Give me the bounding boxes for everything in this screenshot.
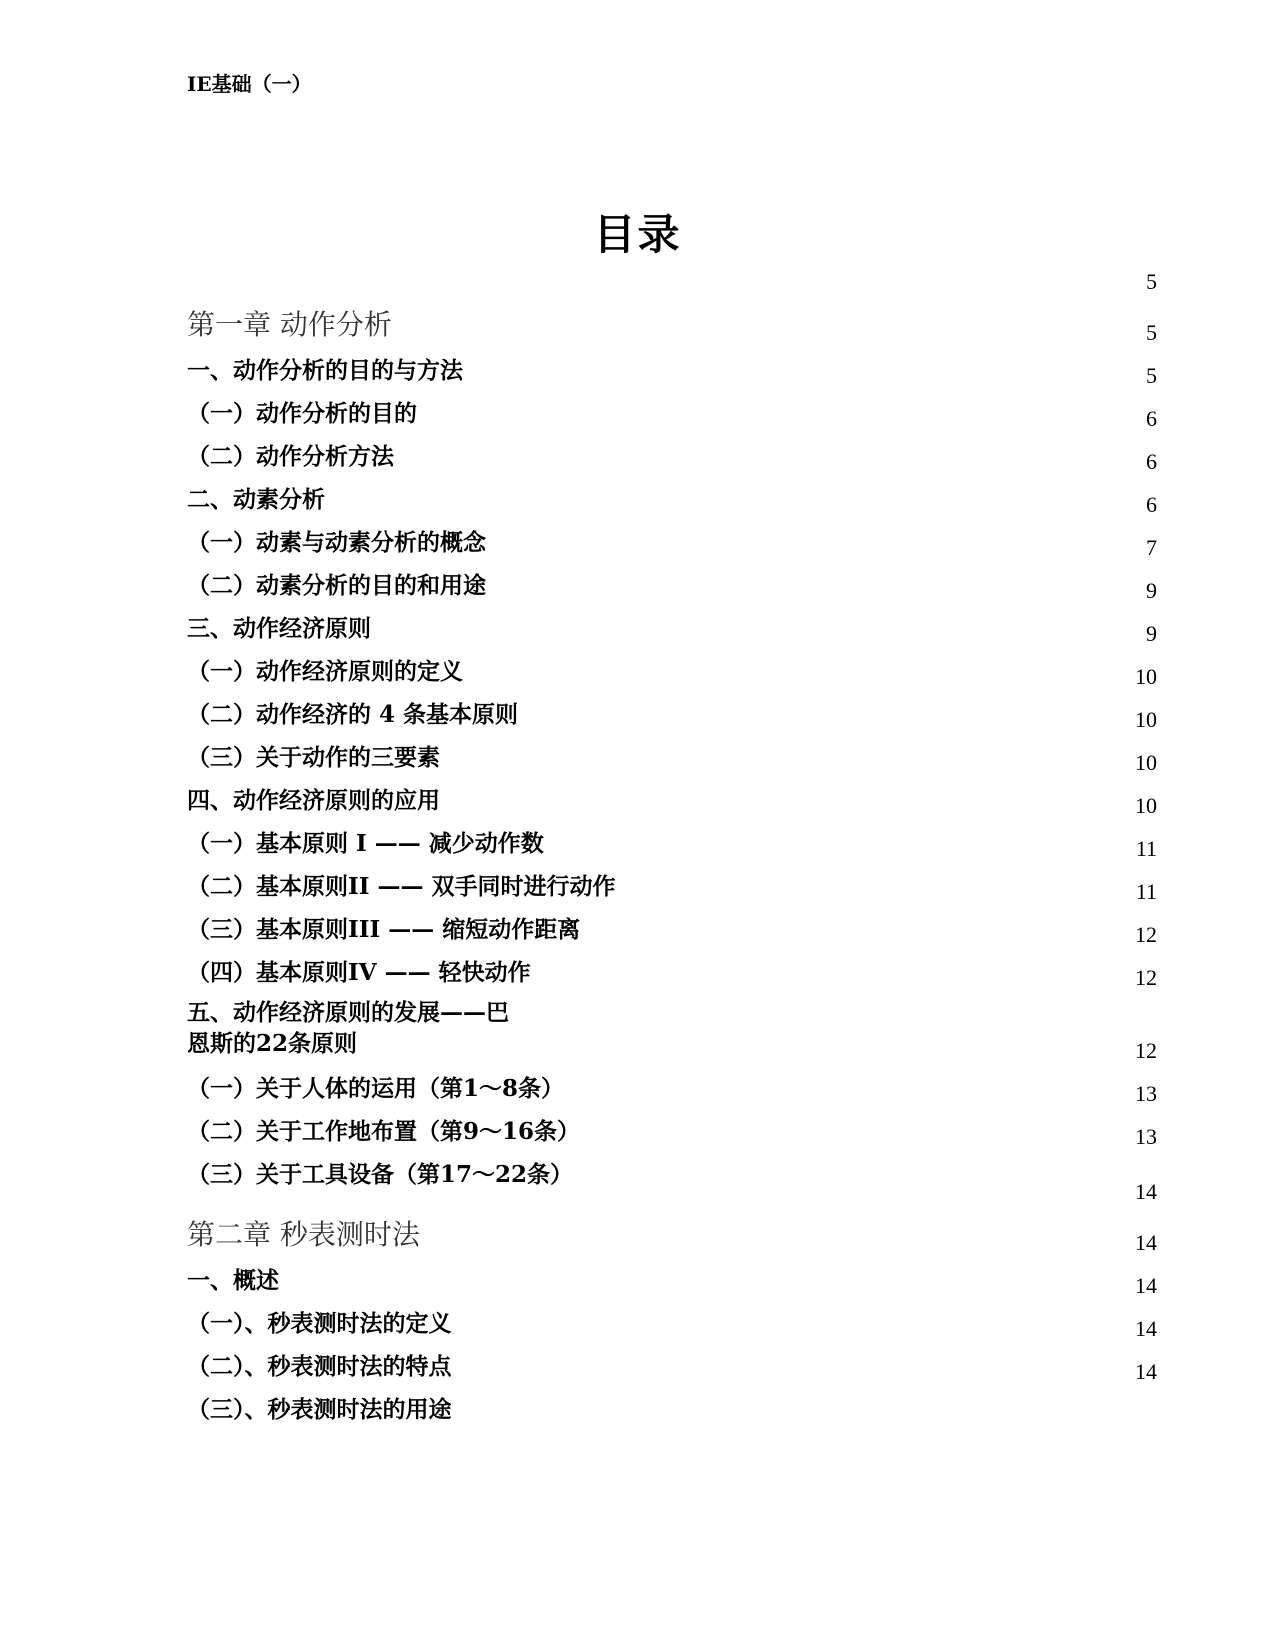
- page-title: 目录: [593, 210, 682, 259]
- toc-page-number: 14: [1135, 1316, 1157, 1341]
- toc-page-number: 5: [1146, 269, 1157, 294]
- toc-page-number: 6: [1146, 406, 1157, 431]
- toc-entry-text: 二、动素分析: [187, 486, 325, 513]
- toc-page-number: 14: [1135, 1359, 1157, 1384]
- toc-entry-text: 四、动作经济原则的应用: [187, 787, 440, 814]
- toc-entry-text: （四）基本原则IV —— 轻快动作: [187, 959, 531, 986]
- toc-entry-text: （一）动作经济原则的定义: [187, 658, 463, 685]
- toc-entry-text: （一）基本原则 I —— 减少动作数: [187, 830, 544, 857]
- toc-page-number: 7: [1146, 535, 1157, 560]
- toc-page-number: 13: [1135, 1081, 1157, 1106]
- toc-page-number: 10: [1135, 750, 1157, 775]
- toc-entry-text: 第一章 动作分析: [187, 308, 392, 341]
- toc-entry-text: （二）动作经济的 4 条基本原则: [187, 701, 519, 728]
- toc-entry-chapter-2[interactable]: [187, 1179, 1157, 1253]
- toc-entry-text: 三、动作经济原则: [187, 615, 371, 642]
- toc-entry-text: 第二章 秒表测时法: [187, 1218, 420, 1251]
- toc-entry-text: （二）、秒表测时法的特点: [187, 1353, 452, 1380]
- toc-page-number: 12: [1135, 922, 1157, 947]
- toc-entry-text: （二）关于工作地布置（第9～16条）: [187, 1118, 581, 1145]
- toc-page-number: 14: [1135, 1273, 1157, 1298]
- toc-page-number: 12: [1135, 1038, 1157, 1063]
- toc-entry-text: 五、动作经济原则的发展——巴恩斯的22条原则: [187, 999, 509, 1057]
- toc-page-number: 9: [1146, 621, 1157, 646]
- toc-page-number: 10: [1135, 793, 1157, 818]
- toc-entry-text: （二）动作分析方法: [187, 443, 394, 470]
- toc-entry-text: （一）动素与动素分析的概念: [187, 529, 486, 556]
- toc-page-number: 11: [1135, 879, 1157, 904]
- toc-entry-chapter-1[interactable]: [187, 269, 1157, 343]
- toc-entry-text: （三）关于动作的三要素: [187, 744, 440, 771]
- toc-page-number: 10: [1135, 664, 1157, 689]
- toc-page-number: 6: [1146, 449, 1157, 474]
- toc-entry-text: 一、概述: [187, 1267, 279, 1294]
- toc-entry-text: （一）关于人体的运用（第1～8条）: [187, 1075, 565, 1102]
- toc-page-number: 5: [1146, 363, 1157, 388]
- toc-entry[interactable]: [187, 1038, 1157, 1110]
- toc-page-number: 5: [1146, 320, 1157, 345]
- toc-entry-text: （二）动素分析的目的和用途: [187, 572, 486, 599]
- toc-entry-text: （一）动作分析的目的: [187, 400, 417, 427]
- toc-entry-text: （三）关于工具设备（第17～22条）: [187, 1161, 574, 1188]
- toc-page-number: 9: [1146, 578, 1157, 603]
- toc-page-number: 12: [1135, 965, 1157, 990]
- toc-entry-text: （三）基本原则III —— 缩短动作距离: [187, 916, 581, 943]
- toc-page-number: 14: [1135, 1230, 1157, 1255]
- toc-page-number: 10: [1135, 707, 1157, 732]
- toc-entry-text: （一）、秒表测时法的定义: [187, 1310, 452, 1337]
- toc-page-number: 14: [1135, 1179, 1157, 1204]
- toc-page-number: 13: [1135, 1124, 1157, 1149]
- toc-entry-text: （二）基本原则II —— 双手同时进行动作: [187, 873, 616, 900]
- toc-entry-text: 一、动作分析的目的与方法: [187, 357, 463, 384]
- toc-page-number: 11: [1135, 836, 1157, 861]
- running-header: IE基础（一）: [187, 72, 312, 96]
- toc-entry-text: （三）、秒表测时法的用途: [187, 1396, 452, 1423]
- toc-page-number: 6: [1146, 492, 1157, 517]
